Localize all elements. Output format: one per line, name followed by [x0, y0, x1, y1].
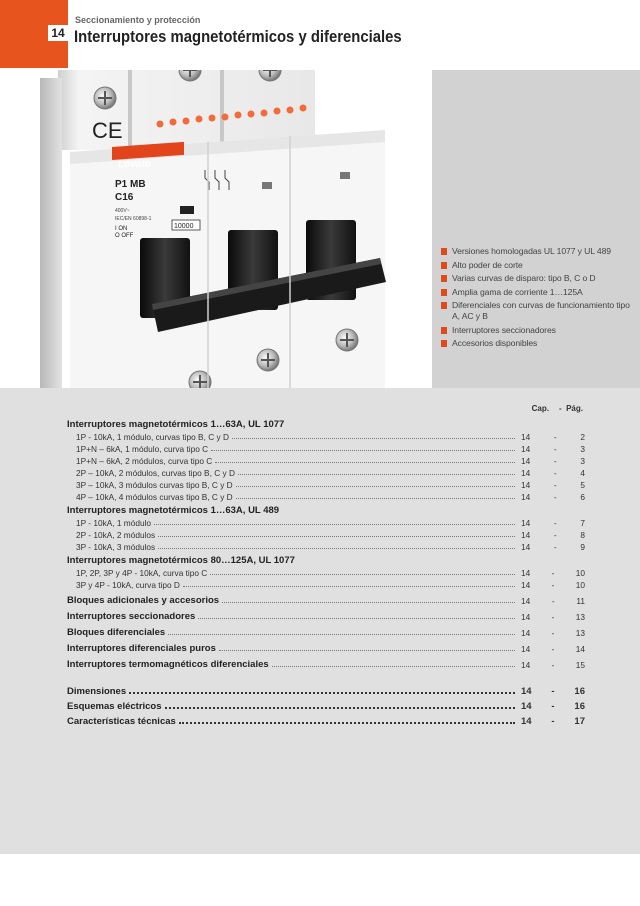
toc-extra[interactable]: Características técnicas 14 - 17 [67, 716, 585, 727]
toc-entry[interactable]: 2P - 10kA, 2 módulos 14 - 8 [76, 530, 585, 540]
page-title: Interruptores magnetotérmicos y diferenciales [74, 28, 402, 46]
circuit-breaker-image [40, 70, 390, 388]
toc-entry[interactable]: 3P y 4P - 10kA, curva tipo D 14 - 10 [76, 580, 585, 590]
feature-item: Interruptores seccionadores [441, 325, 631, 336]
feature-item: Alto poder de corte [441, 260, 631, 271]
col-pag: - Pág. [558, 404, 583, 413]
toc-entry[interactable]: 2P – 10kA, 2 módulos, curvas tipo B, C y D 14 - 4 [76, 468, 585, 478]
toc-extra[interactable]: Dimensiones 14 - 16 [67, 686, 585, 697]
section-subtitle: Seccionamiento y protección [75, 15, 201, 26]
toc-section[interactable]: Interruptores diferenciales puros 14 - 14 [67, 643, 585, 654]
toc-section[interactable]: Bloques diferenciales 14 - 13 [67, 627, 585, 638]
toc-entry[interactable]: 1P - 10kA, 1 módulo, curvas tipo B, C y D 14 - 2 [76, 432, 585, 442]
voltage-label: 400V~ [115, 208, 130, 214]
brand-logo: Lovato [118, 159, 151, 170]
ce-mark: CE [92, 118, 123, 143]
toc-entry[interactable]: 1P+N – 6kA, 2 módulos, curva tipo C 14 - 3 [76, 456, 585, 466]
toc-entry[interactable]: 1P - 10kA, 1 módulo 14 - 7 [76, 518, 585, 528]
toc-extra[interactable]: Esquemas eléctricos 14 - 16 [67, 701, 585, 712]
toc-section[interactable]: Interruptores seccionadores 14 - 13 [67, 611, 585, 622]
toc-header [67, 404, 585, 416]
bullet-icon [441, 302, 447, 309]
feature-item: Diferenciales con curvas de funcionamiento tipo A, AC y B [441, 300, 631, 322]
model-label: P1 MB [115, 179, 146, 190]
bullet-icon [441, 275, 447, 282]
feature-item: Accesorios disponibles [441, 338, 631, 349]
col-cap: Cap. [531, 404, 549, 413]
toc-section[interactable]: Bloques adicionales y accesorios 14 - 11 [67, 595, 585, 606]
toc-entry[interactable]: 1P+N – 6kA, 1 módulo, curva tipo C 14 - 3 [76, 444, 585, 454]
off-label: O OFF [115, 233, 134, 239]
capacity-label: 10000 [174, 223, 194, 230]
bullet-icon [441, 340, 447, 347]
bullet-icon [441, 289, 447, 296]
toc-group-title: Interruptores magnetotérmicos 1…63A, UL 1077 [67, 419, 285, 430]
on-label: I ON [115, 226, 128, 232]
rating-label: C16 [115, 192, 134, 203]
toc-section[interactable]: Interruptores termomagnéticos diferenciales 14 - 15 [67, 659, 585, 670]
toc-entry[interactable]: 1P, 2P, 3P y 4P - 10kA, curva tipo C 14 - 10 [76, 568, 585, 578]
feature-item: Versiones homologadas UL 1077 y UL 489 [441, 246, 631, 257]
feature-item: Amplia gama de corriente 1…125A [441, 287, 631, 298]
bullet-icon [441, 262, 447, 269]
chapter-number: 14 [48, 25, 68, 41]
toc-entry[interactable]: 3P – 10kA, 3 módulos curvas tipo B, C y D 14 - 5 [76, 480, 585, 490]
toc-group-title: Interruptores magnetotérmicos 1…63A, UL 489 [67, 505, 280, 516]
toc-group-title: Interruptores magnetotérmicos 80…125A, UL 1077 [67, 555, 295, 566]
feature-item: Varias curvas de disparo: tipo B, C o D [441, 273, 631, 284]
toc-entry[interactable]: 4P – 10kA, 4 módulos curvas tipo B, C y D 14 - 6 [76, 492, 585, 502]
toc-entry[interactable]: 3P - 10kA, 3 módulos 14 - 9 [76, 542, 585, 552]
table-of-contents [67, 404, 585, 727]
bullet-icon [441, 327, 447, 334]
feature-list [441, 246, 631, 352]
standard-label: IEC/EN 60898-1 [115, 216, 152, 222]
bullet-icon [441, 248, 447, 255]
